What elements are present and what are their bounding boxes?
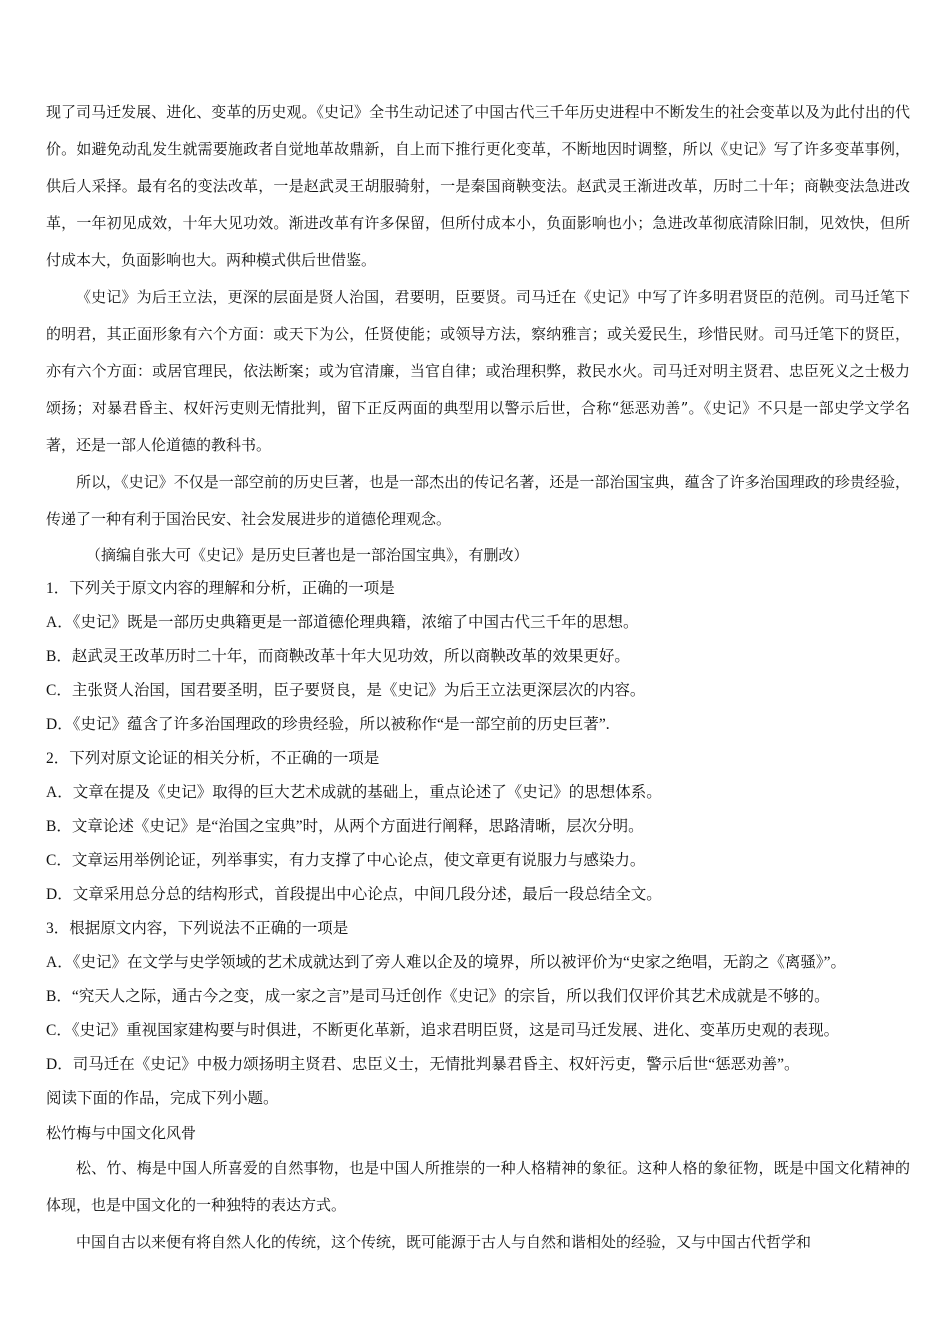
question-3 <box>46 912 910 1082</box>
reading-instruction: 阅读下面的作品，完成下列小题。 <box>46 1090 279 1107</box>
option-c: C．《史记》重视国家建构要与时俱进，不断更化革新，追求君明臣贤，这是司马迁发展、进化、变革历史观的表现。 <box>46 1022 840 1039</box>
option-a: A．《史记》既是一部历史典籍更是一部道德伦理典籍，浓缩了中国古代三千年的思想。 <box>46 614 639 631</box>
option-d: D．司马迁在《史记》中极力颂扬明主贤君、忠臣义士，无情批判暴君昏主、权奸污吏，警示后世“惩恶劝善”。 <box>46 1056 800 1073</box>
option-a: A．《史记》在文学与史学领域的艺术成就达到了旁人难以企及的境界，所以被评价为“史家之绝唱，无韵之《离骚》”。 <box>46 954 846 971</box>
question-stem: 1．下列关于原文内容的理解和分析，正确的一项是 <box>46 580 395 597</box>
passage1-paragraph-2: 《史记》为后王立法，更深的层面是贤人治国，君要明，臣要贤。司马迁在《史记》中写了许多明君贤臣的范例。司马迁笔下的明君，其正面形象有六个方面：或天下为公，任贤使能；或领导方法，察纳雅言；或关爱民生，珍惜民财。司马迁笔下的贤臣，亦有六个方面：或居官理民，依法断案；或为官清廉，当官自律；或治理积弊，救民水火。司马迁对明主贤君、忠臣死义之士极力颂扬；对暴君昏主、权奸污吏则无情批判，留下正反两面的典型用以警示后世，合称“惩恶劝善”。《史记》不只是一部史学文学名著，还是一部人伦道德的教科书。 <box>46 288 910 454</box>
option-d: D．文章采用总分总的结构形式，首段提出中心论点，中间几段分述，最后一段总结全文。 <box>46 886 662 903</box>
option-a: A．文章在提及《史记》取得的巨大艺术成就的基础上，重点论述了《史记》的思想体系。 <box>46 784 662 801</box>
passage1-paragraph-3: 所以，《史记》不仅是一部空前的历史巨著，也是一部杰出的传记名著，还是一部治国宝典，蕴含了许多治国理政的珍贵经验，传递了一种有利于国治民安、社会发展进步的道德伦理观念。 <box>46 473 910 528</box>
passage2-title: 松竹梅与中国文化风骨 <box>46 1124 197 1142</box>
option-b: B．赵武灵王改革历时二十年，而商鞅改革十年大见功效，所以商鞅改革的效果更好。 <box>46 648 630 665</box>
option-c: C．主张贤人治国，国君要圣明，臣子要贤良，是《史记》为后王立法更深层次的内容。 <box>46 682 646 699</box>
question-1 <box>46 572 910 742</box>
passage2-paragraph-2: 中国自古以来便有将自然人化的传统，这个传统，既可能源于古人与自然和谐相处的经验，又与中国古代哲学和 <box>76 1233 812 1251</box>
question-stem: 3．根据原文内容，下列说法不正确的一项是 <box>46 920 349 937</box>
option-d: D．《史记》蕴含了许多治国理政的珍贵经验，所以被称作“是一部空前的历史巨著”. <box>46 716 610 733</box>
option-c: C．文章运用举例论证，列举事实，有力支撑了中心论点，使文章更有说服力与感染力。 <box>46 852 646 869</box>
question-stem: 2．下列对原文论证的相关分析，不正确的一项是 <box>46 750 380 767</box>
passage1-paragraph-1: 现了司马迁发展、进化、变革的历史观。《史记》全书生动记述了中国古代三千年历史进程中不断发生的社会变革以及为此付出的代价。如避免动乱发生就需要施政者自觉地革故鼎新，自上而下推行更化变革，不断地因时调整，所以《史记》写了许多变革事例，供后人采择。最有名的变法改革，一是赵武灵王胡服骑射，一是秦国商鞅变法。赵武灵王渐进改革，历时二十年；商鞅变法急进改革，一年初见成效，十年大见功效。渐进改革有许多保留，但所付成本小，负面影响也小；急进改革彻底清除旧制，见效快，但所付成本大，负面影响也大。两种模式供后世借鉴。 <box>46 103 910 269</box>
content-column <box>46 94 910 1261</box>
option-b: B．“究天人之际，通古今之变，成一家之言”是司马迁创作《史记》的宗旨，所以我们仅评价其艺术成就是不够的。 <box>46 988 830 1005</box>
passage2-paragraph-1: 松、竹、梅是中国人所喜爱的自然事物，也是中国人所推崇的一种人格精神的象征。这种人格的象征物，既是中国文化精神的体现，也是中国文化的一种独特的表达方式。 <box>46 1159 910 1214</box>
option-b: B．文章论述《史记》是“治国之宝典”时，从两个方面进行阐释，思路清晰，层次分明。 <box>46 818 644 835</box>
source-citation: （摘编自张大可《史记》是历史巨著也是一部治国宝典》，有删改） <box>86 546 529 564</box>
question-2 <box>46 742 910 912</box>
